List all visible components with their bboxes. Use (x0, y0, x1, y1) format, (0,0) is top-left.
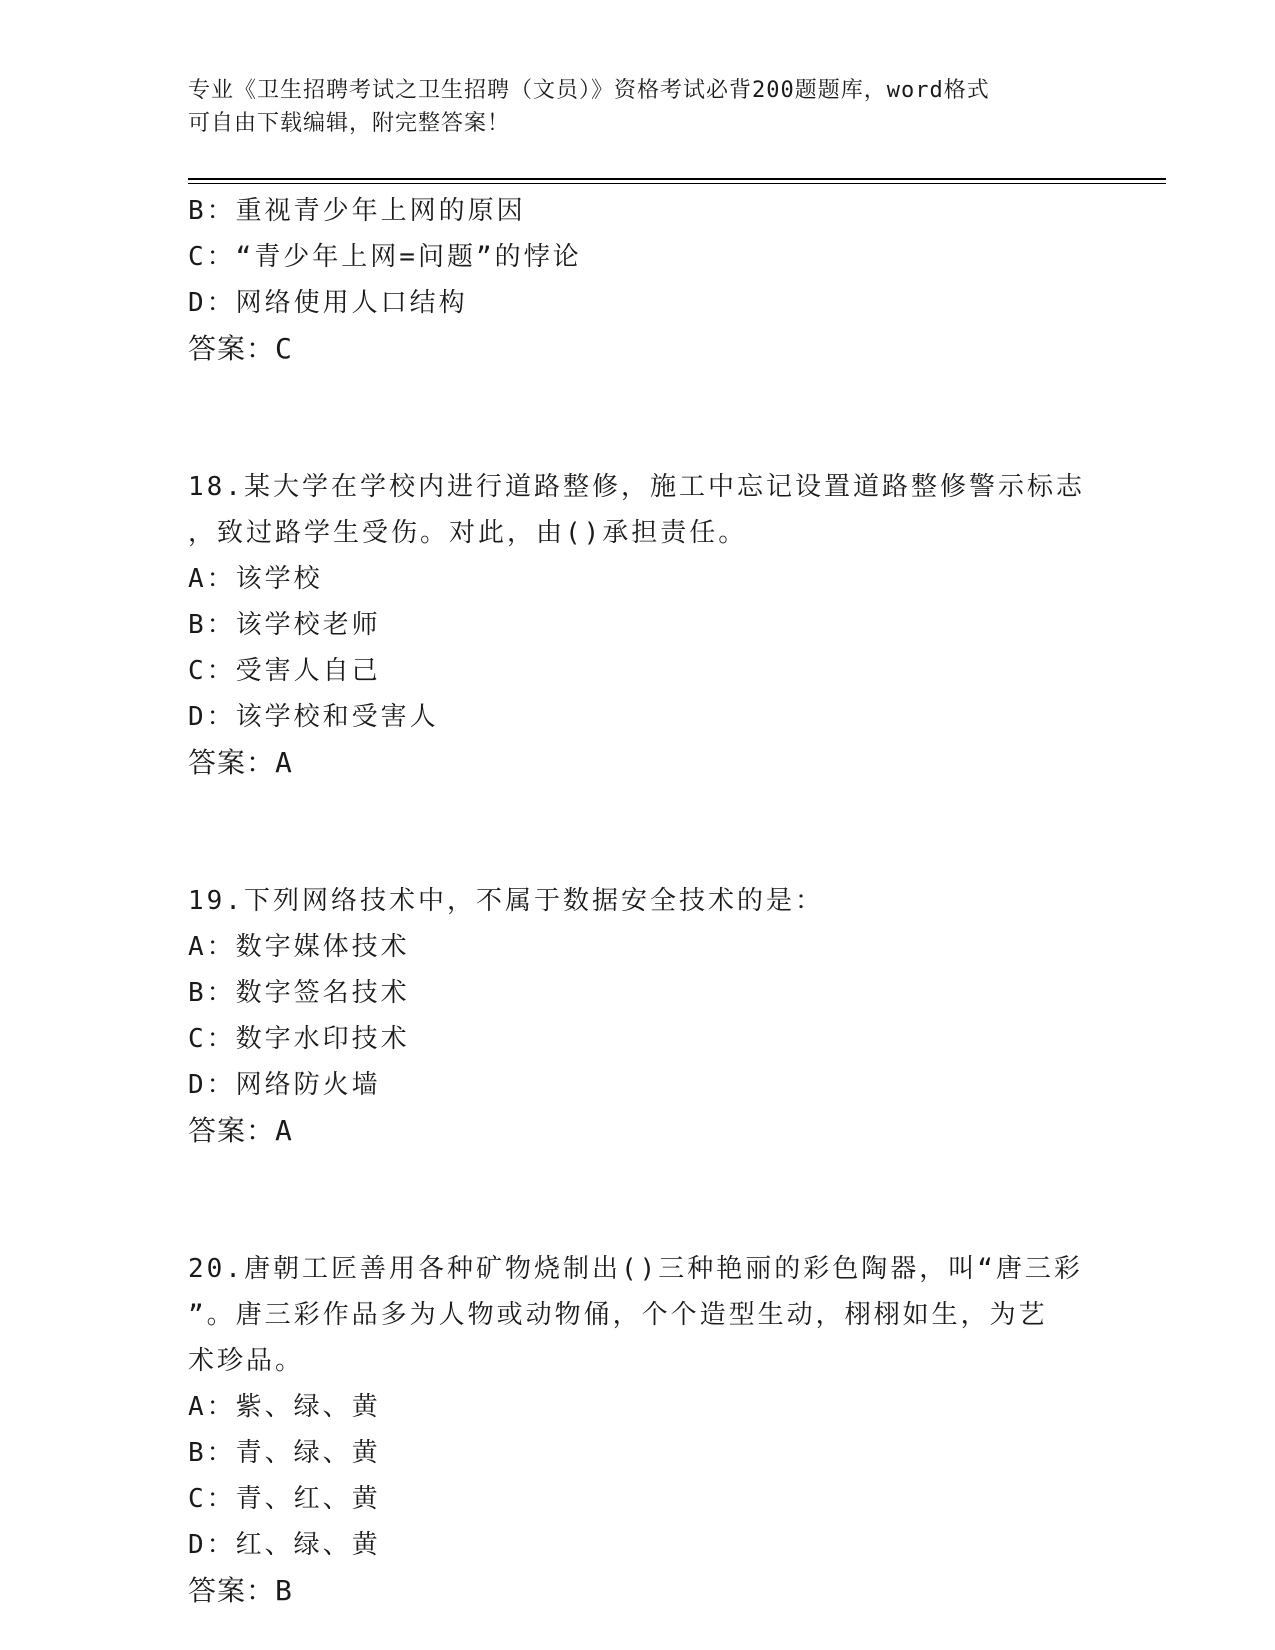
question-stem: ”。唐三彩作品多为人物或动物俑，个个造型生动，栩栩如生，为艺 (188, 1300, 1048, 1330)
option-d: D：网络使用人口结构 (188, 288, 468, 318)
option-b: B：青、绿、黄 (188, 1438, 381, 1468)
question-18 (188, 464, 1088, 786)
option-c: C：数字水印技术 (188, 1024, 410, 1054)
option-d: D：网络防火墙 (188, 1070, 381, 1100)
answer-line: 答案：A (188, 1114, 293, 1147)
header-line-2: 可自由下载编辑，附完整答案！ (188, 111, 511, 136)
option-b: B：该学校老师 (188, 610, 381, 640)
option-c: C：受害人自己 (188, 656, 381, 686)
question-stem: ，致过路学生受伤。对此，由()承担责任。 (188, 518, 748, 548)
question-20 (188, 1246, 1088, 1614)
header-divider-thin (188, 183, 1166, 184)
option-d: D：该学校和受害人 (188, 702, 439, 732)
question-stem: 术珍品。 (188, 1346, 305, 1376)
question-19 (188, 878, 1088, 1154)
question-17-continued (188, 188, 1088, 372)
option-b: B：重视青少年上网的原因 (188, 196, 526, 226)
option-d: D：红、绿、黄 (188, 1530, 381, 1560)
question-stem: 20.唐朝工匠善用各种矿物烧制出()三种艳丽的彩色陶器，叫“唐三彩 (188, 1254, 1083, 1284)
document-header (188, 74, 1088, 140)
option-b: B：数字签名技术 (188, 978, 410, 1008)
option-c: C：青、红、黄 (188, 1484, 381, 1514)
answer-line: 答案：A (188, 746, 293, 779)
option-c: C：“青少年上网=问题”的悖论 (188, 242, 582, 272)
question-stem: 18.某大学在学校内进行道路整修，施工中忘记设置道路整修警示标志 (188, 472, 1085, 502)
header-line-1: 专业《卫生招聘考试之卫生招聘（文员）》资格考试必背200题题库，word格式 (188, 78, 990, 103)
question-spacer (188, 786, 1088, 878)
answer-line: 答案：C (188, 332, 293, 365)
option-a: A：该学校 (188, 564, 323, 594)
question-stem: 19.下列网络技术中，不属于数据安全技术的是： (188, 886, 824, 916)
option-a: A：紫、绿、黄 (188, 1392, 381, 1422)
question-list (188, 188, 1088, 1614)
question-spacer (188, 372, 1088, 464)
answer-line: 答案：B (188, 1574, 293, 1607)
option-a: A：数字媒体技术 (188, 932, 410, 962)
question-spacer (188, 1154, 1088, 1246)
header-divider-thick (188, 178, 1166, 180)
